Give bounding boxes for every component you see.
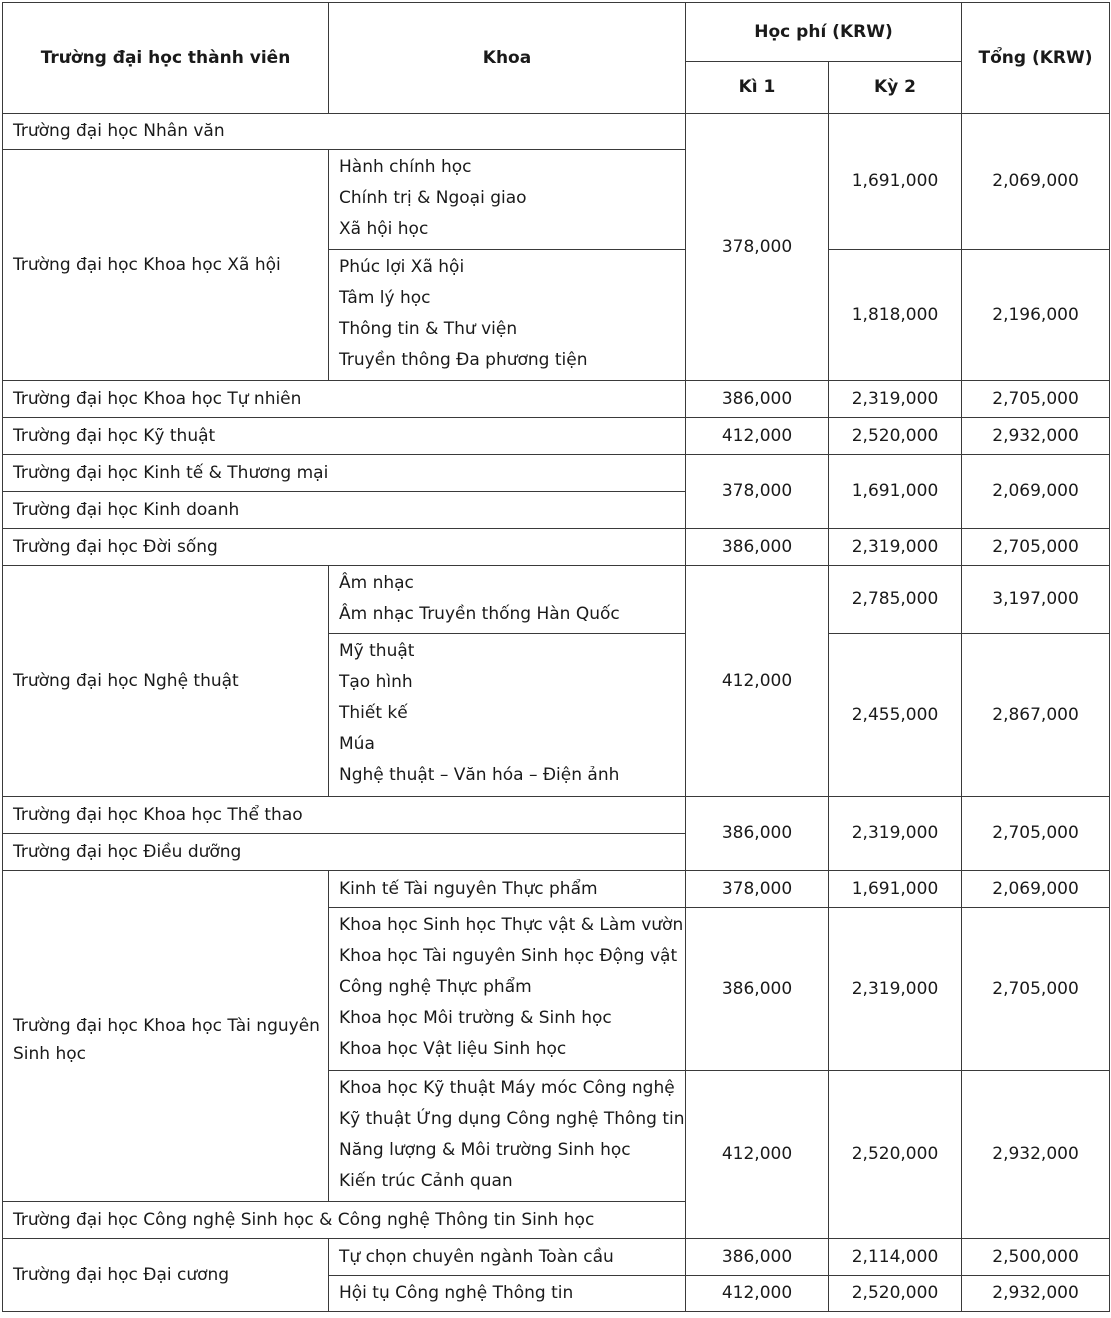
college-business: Trường đại học Kinh doanh: [3, 492, 686, 529]
college-engineering: Trường đại học Kỹ thuật: [3, 418, 686, 455]
department: Mỹ thuật: [339, 641, 415, 661]
college-general: Trường đại học Đại cương: [3, 1239, 329, 1312]
header-department: Khoa: [329, 3, 686, 114]
department: Tự chọn chuyên ngành Toàn cầu: [329, 1239, 686, 1276]
sem1-value: 412,000: [686, 1071, 829, 1239]
department: Khoa học Môi trường & Sinh học: [339, 1008, 612, 1028]
department: Truyền thông Đa phương tiện: [339, 350, 588, 370]
department-list: [329, 1071, 686, 1202]
total-value: 2,196,000: [962, 250, 1110, 381]
total-value: 2,932,000: [962, 1071, 1110, 1239]
total-value: 2,069,000: [962, 455, 1110, 529]
sem2-value: 2,319,000: [829, 797, 962, 871]
sem2-value: 2,319,000: [829, 529, 962, 566]
sem1-value: 386,000: [686, 1239, 829, 1276]
sem1-value: 378,000: [686, 114, 829, 381]
total-value: 2,069,000: [962, 871, 1110, 908]
department: Kinh tế Tài nguyên Thực phẩm: [329, 871, 686, 908]
sem1-value: 412,000: [686, 418, 829, 455]
sem2-value: 1,691,000: [829, 871, 962, 908]
sem2-value: 2,455,000: [829, 634, 962, 797]
department: Khoa học Kỹ thuật Máy móc Công nghệ: [339, 1078, 675, 1098]
college-bio-label: Trường đại học Khoa học Tài nguyên Sinh học: [13, 1016, 320, 1064]
sem1-value: 378,000: [686, 871, 829, 908]
sem2-value: 2,785,000: [829, 566, 962, 634]
sem2-value: 2,520,000: [829, 1071, 962, 1239]
sem2-value: 2,114,000: [829, 1239, 962, 1276]
sem1-value: 386,000: [686, 529, 829, 566]
sem2-value: 1,691,000: [829, 455, 962, 529]
total-value: 2,705,000: [962, 381, 1110, 418]
college-natural: Trường đại học Khoa học Tự nhiên: [3, 381, 686, 418]
department: Tạo hình: [339, 672, 413, 692]
college-arts: Trường đại học Nghệ thuật: [3, 566, 329, 797]
college-biotech: Trường đại học Công nghệ Sinh học & Công nghệ Thông tin Sinh học: [3, 1202, 686, 1239]
department: Khoa học Sinh học Thực vật & Làm vườn: [339, 915, 684, 935]
department: Khoa học Vật liệu Sinh học: [339, 1039, 567, 1059]
department: Năng lượng & Môi trường Sinh học: [339, 1140, 631, 1160]
department: Hội tụ Công nghệ Thông tin: [329, 1276, 686, 1312]
sem1-value: 412,000: [686, 566, 829, 797]
college-humanities: Trường đại học Nhân văn: [3, 114, 686, 150]
department: Xã hội học: [339, 219, 429, 239]
sem1-value: 386,000: [686, 797, 829, 871]
department: Thiết kế: [339, 703, 408, 723]
department: Âm nhạc Truyền thống Hàn Quốc: [339, 604, 620, 624]
header-college: Trường đại học thành viên: [3, 3, 329, 114]
college-nursing: Trường đại học Điều dưỡng: [3, 834, 686, 871]
department-list: [329, 566, 686, 634]
department-list: [329, 250, 686, 381]
department-list: [329, 150, 686, 250]
total-value: 2,867,000: [962, 634, 1110, 797]
department: Hành chính học: [339, 157, 472, 177]
sem2-value: 1,691,000: [829, 114, 962, 250]
sem1-value: 386,000: [686, 381, 829, 418]
sem1-value: 412,000: [686, 1276, 829, 1312]
department-list: [329, 908, 686, 1071]
header-tuition: Học phí (KRW): [686, 3, 962, 62]
header-sem2: Kỳ 2: [829, 62, 962, 114]
total-value: 2,705,000: [962, 908, 1110, 1071]
sem2-value: 1,818,000: [829, 250, 962, 381]
college-life: Trường đại học Đời sống: [3, 529, 686, 566]
sem1-value: 378,000: [686, 455, 829, 529]
department-list: [329, 634, 686, 797]
college-bio: [3, 871, 329, 1202]
sem1-value: 386,000: [686, 908, 829, 1071]
department: Khoa học Tài nguyên Sinh học Động vật: [339, 946, 678, 966]
department: Công nghệ Thực phẩm: [339, 977, 532, 997]
department: Múa: [339, 734, 375, 754]
college-economics: Trường đại học Kinh tế & Thương mại: [3, 455, 686, 492]
department: Phúc lợi Xã hội: [339, 257, 465, 277]
department: Kỹ thuật Ứng dụng Công nghệ Thông tin: [339, 1109, 685, 1129]
department: Nghệ thuật – Văn hóa – Điện ảnh: [339, 765, 620, 785]
sem2-value: 2,319,000: [829, 381, 962, 418]
department: Thông tin & Thư viện: [339, 319, 518, 339]
sem2-value: 2,520,000: [829, 418, 962, 455]
total-value: 2,932,000: [962, 1276, 1110, 1312]
sem2-value: 2,319,000: [829, 908, 962, 1071]
department: Âm nhạc: [339, 573, 414, 593]
department: Chính trị & Ngoại giao: [339, 188, 527, 208]
total-value: 2,932,000: [962, 418, 1110, 455]
total-value: 2,705,000: [962, 529, 1110, 566]
total-value: 2,500,000: [962, 1239, 1110, 1276]
sem2-value: 2,520,000: [829, 1276, 962, 1312]
tuition-table: [2, 2, 1110, 1312]
total-value: 3,197,000: [962, 566, 1110, 634]
header-sem1: Kì 1: [686, 62, 829, 114]
total-value: 2,705,000: [962, 797, 1110, 871]
department: Tâm lý học: [339, 288, 431, 308]
college-sports: Trường đại học Khoa học Thể thao: [3, 797, 686, 834]
header-total: Tổng (KRW): [962, 3, 1110, 114]
college-social: Trường đại học Khoa học Xã hội: [3, 150, 329, 381]
department: Kiến trúc Cảnh quan: [339, 1171, 513, 1191]
total-value: 2,069,000: [962, 114, 1110, 250]
